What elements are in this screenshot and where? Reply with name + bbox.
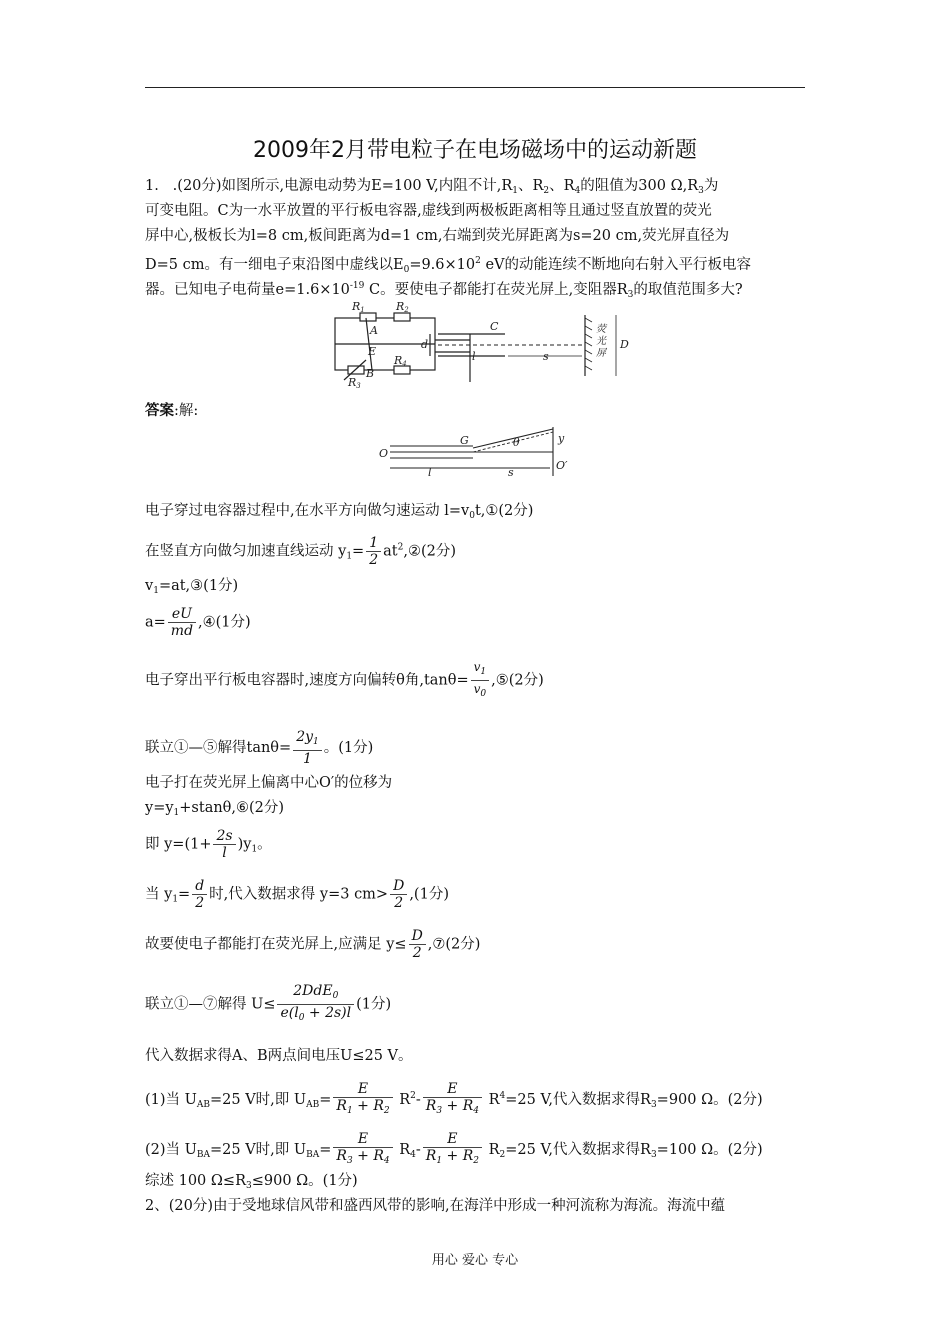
distance-s-label: s bbox=[543, 350, 549, 363]
q1-line-2: 可变电阻。C为一水平放置的平行板电容器,虚线到两极板距离相等且通过竖直放置的荧光 bbox=[145, 203, 712, 219]
capacitor-label: C bbox=[490, 320, 499, 333]
length-l-label: l bbox=[472, 350, 476, 363]
step-6: 联立①—⑤解得tanθ= $\frac{2y_1}{1}$ 。(1分) bbox=[145, 729, 374, 767]
screen-char-1: 荧 bbox=[596, 324, 606, 335]
trajectory-figure bbox=[378, 424, 578, 479]
header-rule bbox=[145, 87, 805, 88]
emf-label: E bbox=[368, 345, 377, 358]
step-13: 代入数据求得A、B两点间电压U≤25 V。 bbox=[145, 1048, 413, 1064]
step-2: 在竖直方向做匀加速直线运动 $y_1=$ $\frac{1}{2}$ $at^2,②(2$分) bbox=[145, 535, 456, 568]
q1-line-4: D=5 cm。有一细电子束沿图中虚线以$E_0=9.6\times 10^2$ eV的动能连续不断地向右射入平行板电容 bbox=[145, 256, 752, 275]
r1-label: R1 bbox=[352, 300, 365, 314]
angle-theta-label: θ bbox=[513, 436, 520, 449]
step-4: a= $\frac{eU}{md}$ ,④(1分) bbox=[145, 606, 251, 639]
step-14: (1)当 $U_{AB}=25$ V时,即 $U_{AB}=$ $\frac{E}{R_1 + R_2}$ $R^2-$ $\frac{E}{R_3 + R_4}$ $R^4=25$ V,代入数据求得$R_3=900$ Ω。(2分) bbox=[145, 1081, 763, 1119]
r2-label: R2 bbox=[396, 300, 409, 314]
r3-label: R3 bbox=[348, 376, 361, 390]
distance-s-label: s bbox=[508, 466, 514, 479]
step-12: 联立①—⑦解得 U≤ 2DdE$_0$ $e(l_0 + 2s)l$ (1分) bbox=[145, 983, 391, 1026]
q1-line-5: 器。已知电子电荷量$e=1.6\times 10^{-19}$ C。要使电子都能打在荧光屏上,变阻器$R_3$的取值范围多大? bbox=[145, 281, 743, 300]
screen-char-2: 光 bbox=[596, 336, 606, 347]
step-9: 即 y=(1+ $\frac{2s}{l}$ )$y_1$。 bbox=[145, 828, 272, 861]
step-15: (2)当 $U_{BA}=25$ V时,即 $U_{BA}=$ $\frac{E}{R_3 + R_4}$ $R_4-$ $\frac{E}{R_1 + R_2}$ $R_2=25$ V,代入数据求得$R_3=100$ Ω。(2分) bbox=[145, 1131, 763, 1169]
q1-line-3: 屏中心,极板长为l=8 cm,板间距离为d=1 cm,右端到荧光屏距离为s=20 cm,荧光屏直径为 bbox=[145, 228, 730, 244]
step-11: 故要使电子都能打在荧光屏上,应满足 y≤ $\frac{D}{2}$ ,⑦(2分) bbox=[145, 928, 481, 961]
step-8: $y=y_1+stan\theta,⑥(2$分) bbox=[145, 800, 285, 818]
step-3: $v_1=at,③(1$分) bbox=[145, 578, 239, 596]
step-7: 电子打在荧光屏上偏离中心O′的位移为 bbox=[145, 775, 393, 791]
answer-heading: 答案:解: bbox=[145, 403, 199, 419]
point-a-label: A bbox=[370, 324, 378, 337]
r4-label: R4 bbox=[394, 354, 407, 368]
step-16: 综述 100 $\Omega\le R_3\le 900$ Ω。(1分) bbox=[145, 1173, 358, 1191]
offset-y-label: y bbox=[558, 432, 565, 445]
screen-char-3: 屏 bbox=[596, 348, 606, 359]
q2-line-1: 2、(20分)由于受地球信风带和盛西风带的影响,在海洋中形成一种河流称为海流。海流中蕴 bbox=[145, 1198, 726, 1214]
point-b-label: B bbox=[366, 367, 375, 380]
origin-o-label: O bbox=[379, 447, 389, 460]
page-title: 2009年2月带电粒子在电场磁场中的运动新题 bbox=[253, 138, 697, 163]
circuit-figure bbox=[330, 300, 630, 390]
step-1: 电子穿过电容器过程中,在水平方向做匀速运动 $l=v_0t,①(2$分) bbox=[145, 503, 534, 521]
step-5: 电子穿出平行板电容器时,速度方向偏转θ角,tanθ= $\frac{v_1}{v_0}$ ,⑤(2分) bbox=[145, 659, 544, 702]
diameter-d-label: D bbox=[620, 338, 629, 351]
q1-line-1: 1. .(20分)如图所示,电源电动势为E=100 V,内阻不计$,R_1$、$R_2$、$R_4$的阻值为300 $\Omega,R_3$为 bbox=[145, 178, 719, 196]
screen-center-label: O′ bbox=[556, 459, 568, 472]
gap-d-label: d bbox=[421, 338, 429, 351]
point-g-label: G bbox=[460, 434, 469, 447]
page-footer: 用心 爱心 专心 bbox=[431, 1253, 519, 1268]
step-10: 当 $y_1=$ $\frac{d}{2}$ 时,代入数据求得 y=3 cm> $\frac{D}{2}$ ,(1分) bbox=[145, 878, 449, 911]
length-l-label: l bbox=[428, 466, 432, 479]
